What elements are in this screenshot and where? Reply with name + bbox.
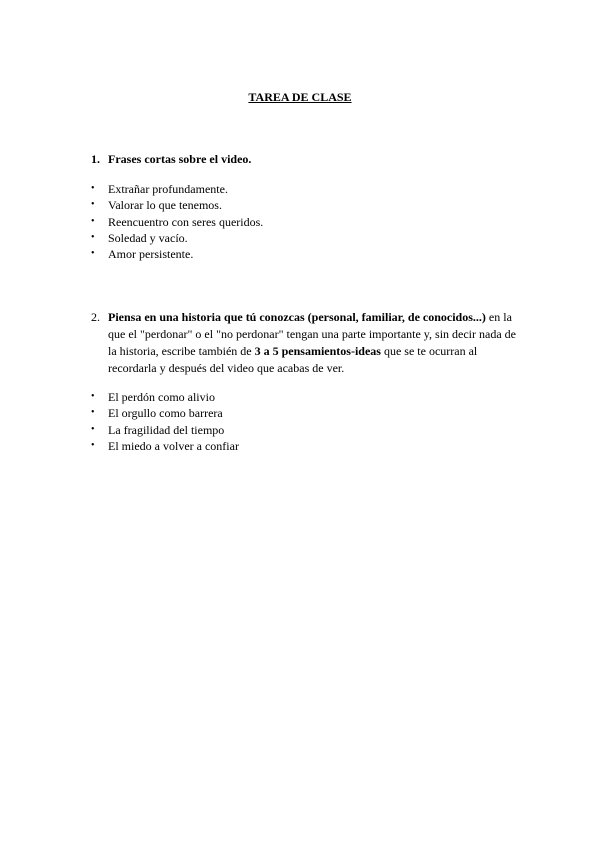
section-1-heading — [91, 151, 251, 167]
section-1-number: 1. — [91, 152, 100, 166]
list-item: • Amor persistente. — [91, 246, 263, 262]
list-item: • Reencuentro con seres queridos. — [91, 214, 263, 230]
section-2-prompt — [108, 309, 523, 377]
prompt-bold-1: Piensa en una historia que tú conozcas (personal, familiar, de conocidos...) — [108, 310, 486, 324]
section-1-heading-text: Frases cortas sobre el video. — [108, 152, 252, 166]
prompt-bold-2: 3 a 5 pensamientos-ideas — [254, 344, 381, 358]
list-item: • El perdón como alivio — [91, 389, 239, 405]
list-item: • Valorar lo que tenemos. — [91, 197, 263, 213]
list-item: • Extrañar profundamente. — [91, 181, 263, 197]
section-2-number: 2. — [91, 310, 100, 324]
section-1-list — [91, 181, 263, 262]
list-item: • Soledad y vacío. — [91, 230, 263, 246]
prompt-text-1: en la que el "perdonar" o el "no perdonar" tengan una parte importante y, sin decir nada de la historia, escribe también de — [108, 310, 516, 358]
list-item: • El orgullo como barrera — [91, 405, 239, 421]
list-item: • La fragilidad del tiempo — [91, 422, 239, 438]
section-2-question — [91, 309, 523, 377]
list-item: • El miedo a volver a confiar — [91, 438, 239, 454]
section-2-list — [91, 389, 239, 454]
page-title: TAREA DE CLASE — [248, 90, 352, 104]
prompt-text-2: que se te ocurran al recordarla y después del video que acabas de ver. — [108, 344, 478, 375]
